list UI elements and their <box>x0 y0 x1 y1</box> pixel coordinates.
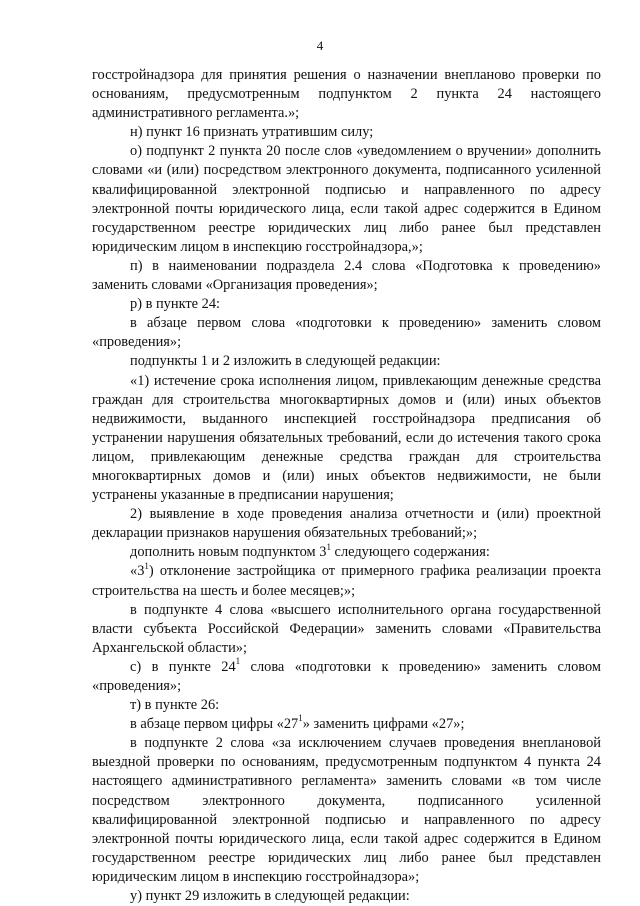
document-body <box>92 66 601 906</box>
paragraph: госстройнадзора для принятия решения о назначении внепланово проверки по основаниям, предусмотренным подпунктом 2 пункта 24 настоящего административного регламента.»; <box>92 67 601 122</box>
paragraph: «1) истечение срока исполнения лицом, привлекающим денежные средства граждан для строительства многоквартирных домов и (или) иных объектов недвижимости, выданного инспекцией госстройнадзора предписания об устранении нарушения обязательных требований, если до истечения такого срока лицом, привлекающим денежные средства граждан для строительства многоквартирных домов и (или) иных объектов недвижимости, не были устранены указанные в предписании нарушения; <box>92 372 601 504</box>
superscript: 1 <box>298 713 303 724</box>
paragraph: у) пункт 29 изложить в следующей редакции: <box>130 888 410 905</box>
paragraph: п) в наименовании подраздела 2.4 слова «Подготовка к проведению» заменить словами «Организация проведения»; <box>92 257 601 294</box>
paragraph-item-t: т) в пункте 26: <box>130 697 220 714</box>
paragraph: подпункты 1 и 2 изложить в следующей редакции: <box>130 353 441 370</box>
paragraph: в подпункте 4 слова «высшего исполнительного органа государственной власти субъекта Российской Федерации» заменить словами «Правительства Архангельской области»; <box>92 601 601 656</box>
paragraph-quote-subitem: «$3^1$) отклонение застройщика от примерного графика реализации проекта строительства на шесть и более месяцев;»; <box>92 560 601 599</box>
paragraph: р) в пункте 24: <box>130 296 221 313</box>
paragraph: о) подпункт 2 пункта 20 после слов «уведомлением о вручении» дополнить словами «и (или) посредством электронного документа, подписанного усиленной квалифицированной электронной подписью и направленного по адресу электронной почты юридического лица, если такой адрес содержится в Едином государственном реестре юридических лиц либо ранее был представлен юридическим лицом в инспекцию госстройнадзора,»; <box>92 143 601 255</box>
superscript: 1 <box>235 656 241 667</box>
paragraph: в подпункте 2 слова «за исключением случаев проведения внеплановой выездной проверки по основаниям, предусмотренным подпунктом 4 пункта 24 настоящего административного регламента» заменить словами «в том числе посредством электронного документа, подписанного усиленной квалифицированной электронной подписью и направленного по адресу электронной почты юридического лица, если такой адрес содержится в Едином государственном реестре юридических лиц либо ранее был представлен юридическим лицом в инспекцию госстройнадзора»; <box>92 735 601 885</box>
superscript: 1 <box>144 560 149 571</box>
paragraph-item-t-first: в абзаце первом цифры «$27^1$» заменить цифрами «27»; <box>130 713 465 733</box>
paragraph: н) пункт 16 признать утратившим силу; <box>130 124 374 141</box>
paragraph-item-c: с) в пункте $24^1$ слова «подготовки к проведению» заменить словом «проведения»; <box>92 656 602 694</box>
superscript: 1 <box>326 541 331 552</box>
paragraph-add-subitem: дополнить новым подпунктом $3^1$ следующего содержания: <box>130 541 490 561</box>
paragraph: 2) выявление в ходе проведения анализа отчетности и (или) проектной декларации признаков нарушения обязательных требований;»; <box>92 506 601 542</box>
paragraph: в абзаце первом слова «подготовки к проведению» заменить словом «проведения»; <box>92 315 601 351</box>
page-number: 4 <box>316 38 324 53</box>
